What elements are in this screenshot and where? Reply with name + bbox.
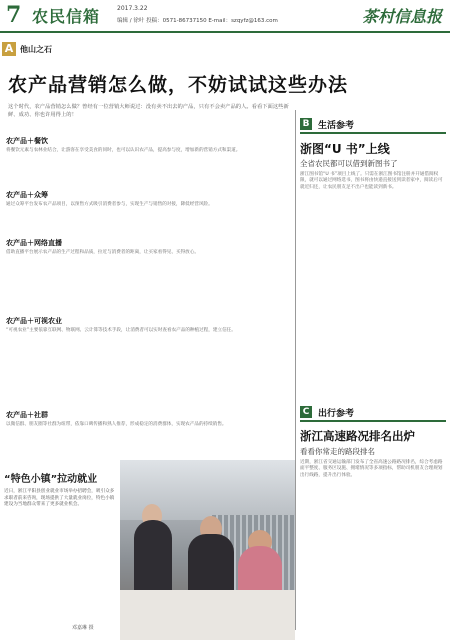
c-headline: 浙江高速路况排名出炉 — [300, 429, 415, 443]
section-title: 农民信箱 — [32, 7, 101, 26]
section-c-rule — [300, 420, 446, 422]
main-headline: 农产品营销怎么做，不妨试试这些办法 — [8, 74, 349, 96]
section-a-kicker: 他山之石 — [20, 45, 52, 54]
section-b-title: 生活参考 — [318, 121, 355, 131]
column-divider — [295, 110, 296, 630]
subsection-title: 农产品＋餐饮 — [6, 137, 48, 145]
section-c-marker: C — [300, 406, 312, 418]
b-headline: 浙图“U 书”上线 — [300, 142, 390, 156]
section-c-title: 出行参考 — [318, 409, 355, 419]
subsection-text: “可视农业”主要依靠互联网、物联网、云计算等技术手段，让消费者可以实时查看农产品的种植过程，建立信任。 — [6, 328, 236, 333]
subsection-text: 借助直播平台展示农产品的生产过程和品质，拉近与消费者的距离，让买家看得见、买得放心。 — [6, 250, 199, 255]
lede-paragraph: 这个时代，农产品营销怎么做？曾经有一位营销大师说过：没有卖不出去的产品，只有不会卖产品的人。看看下面这些新鲜、成功、你也许用得上的！ — [8, 104, 289, 118]
story-text: 近日，浙江平阳县创业就业市场举办招聘会，吸引众多求职者前来咨询，现场提供了大量就业岗位，特色小镇建设为当地群众带来了更多就业机会。 — [4, 489, 115, 507]
page-number: 7 — [6, 2, 22, 28]
section-b-rule — [300, 132, 446, 134]
person-figure — [134, 520, 172, 600]
subsection-title: 农产品＋众筹 — [6, 191, 48, 199]
photo-byline: 邓嘉琳 摄 — [72, 625, 94, 631]
b-subheadline: 全省农民都可以借到新图书了 — [300, 159, 398, 168]
subsection-title: 农产品＋网络直播 — [6, 239, 62, 247]
c-subheadline: 看看你常走的路段排名 — [300, 447, 375, 456]
subsection-text: 以微信群、朋友圈等社群为纽带，依靠口碑传播和熟人推荐，形成稳定的消费群体，实现农产品的持续销售。 — [6, 422, 227, 427]
photo-table — [120, 590, 295, 640]
masthead-logo: 茶村信息报 — [361, 7, 442, 26]
subsection-title: 农产品＋可视农业 — [6, 317, 62, 325]
subsection-text: 将餐饮元素与农林业结合，让游客在享受美食的同时，也可以认识农产品，提高参与度，增加新的营销方式和渠道。 — [6, 148, 241, 153]
header-divider — [0, 31, 450, 33]
subsection-title: 农产品＋社群 — [6, 411, 48, 419]
contact-info: 编辑 / 徐叶 投稿：0571-86737150 E-mail：szqyfz@163.com — [117, 18, 278, 24]
section-b-marker: B — [300, 118, 312, 130]
story-title: “特色小镇”拉动就业 — [4, 474, 98, 485]
b-body-text: 浙江图书馆“U 书”项目上线了。只需在浙江图书馆注册并开通借阅权限，就可以通过网络选书，图书将由快递直接送到读者家中，阅读后可就近归还，让农民朋友足不出户也能读到新书。 — [300, 172, 443, 190]
job-fair-photo — [120, 460, 295, 640]
issue-date: 2017.3.22 — [117, 5, 148, 12]
subsection-text: 通过众筹平台发布农产品项目，以预售方式吸引消费者参与，实现生产与销售的对接，降低经营风险。 — [6, 202, 213, 207]
section-a-marker: A — [2, 42, 16, 56]
c-body-text: 近期，浙江省交通运输部门发布了全省高速公路路况排名，综合考虑路面平整度、服务区设施、拥堵情况等多项指标，帮助司机朋友合理规划出行线路，提升出行体验。 — [300, 460, 443, 478]
